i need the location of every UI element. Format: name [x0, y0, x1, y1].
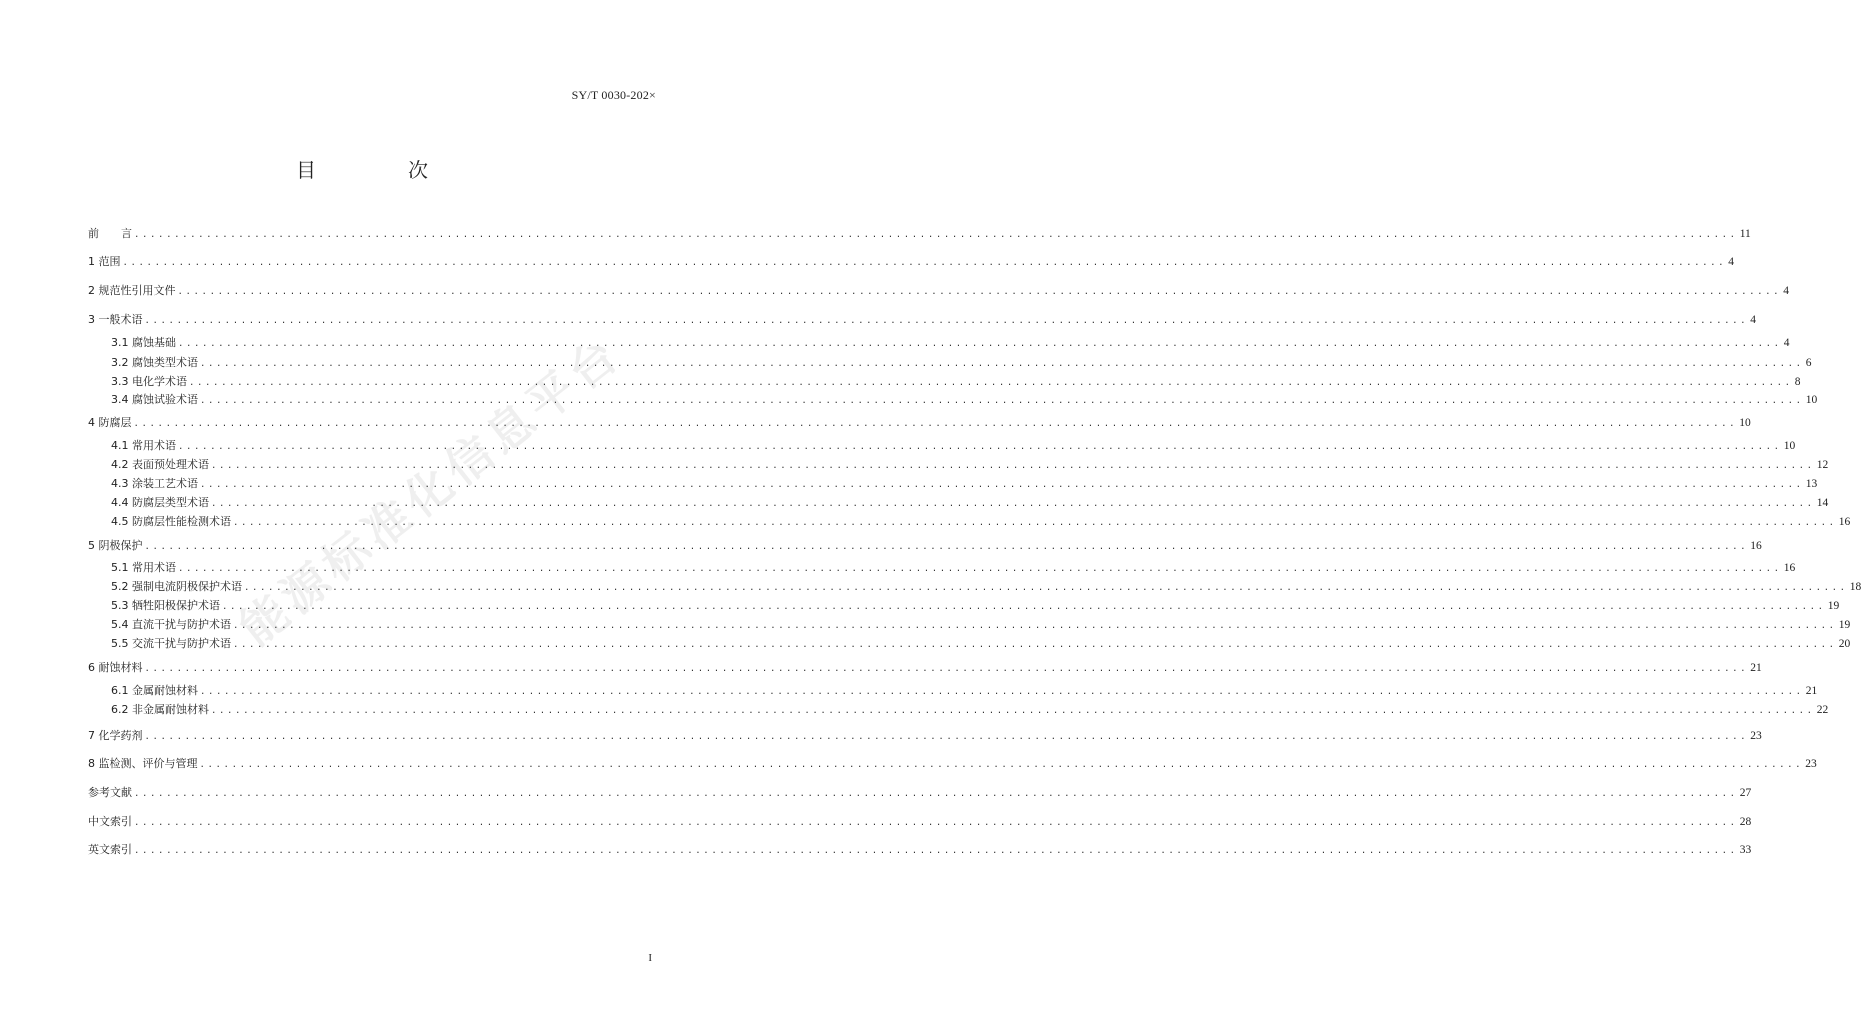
toc-entry-label: 4 防腐层	[88, 416, 132, 429]
toc-entry-page: 23	[1750, 730, 1762, 742]
toc-entry[interactable]	[111, 598, 1840, 614]
toc-entry[interactable]	[88, 728, 1762, 744]
toc-entry[interactable]	[111, 438, 1796, 454]
toc-entry-label: 3.4 腐蚀试验术语	[111, 393, 198, 406]
dot-leader: ........................................................................................................................................................................................................	[189, 378, 1793, 388]
dot-leader: ........................................................................................................................................................................................................	[177, 287, 1782, 297]
toc-entry-page: 28	[1739, 816, 1752, 828]
toc-entry-page: 16	[1838, 516, 1851, 528]
toc-entry-page: 20	[1838, 638, 1851, 650]
toc-entry[interactable]	[111, 392, 1818, 408]
toc-entry[interactable]	[111, 702, 1829, 718]
toc-entry-label: 6 耐蚀材料	[88, 661, 143, 674]
toc-entry-page: 19	[1838, 619, 1851, 631]
dot-leader: ........................................................................................................................................................................................................	[144, 542, 1749, 552]
toc-entry[interactable]	[111, 636, 1851, 652]
toc-entry-label: 4.5 防腐层性能检测术语	[111, 515, 231, 528]
dot-leader: ........................................................................................................................................................................................................	[233, 518, 1837, 528]
toc-entry-page: 19	[1827, 600, 1840, 612]
toc-entry[interactable]	[111, 683, 1818, 699]
toc-entry-label: 4.3 涂装工艺术语	[111, 477, 198, 490]
toc-entry-page: 14	[1816, 497, 1829, 509]
dot-leader: ........................................................................................................................................................................................................	[233, 621, 1837, 631]
toc-entry[interactable]	[111, 335, 1790, 351]
toc-entry-label: 中文索引	[88, 815, 132, 828]
toc-entry-page: 13	[1805, 478, 1818, 490]
toc-entry-label: 7 化学药剂	[88, 729, 143, 742]
watermark: 能源标准化信息平台	[229, 325, 632, 656]
dot-leader: ........................................................................................................................................................................................................	[144, 732, 1749, 742]
toc-entry-page: 4	[1783, 285, 1789, 297]
page-title: 目 次	[296, 158, 464, 182]
toc-entry-label: 5.5 交流干扰与防护术语	[111, 637, 231, 650]
toc-entry-label: 4.1 常用术语	[111, 439, 176, 452]
toc-entry[interactable]	[88, 785, 1752, 801]
toc-entry-page: 4	[1783, 337, 1790, 349]
dot-leader: ........................................................................................................................................................................................................	[211, 461, 1815, 471]
document-code: SY/T 0030-202×	[571, 88, 656, 102]
dot-leader: ........................................................................................................................................................................................................	[200, 687, 1804, 697]
toc-entry-page: 18	[1849, 581, 1861, 593]
toc-entry-label: 5.1 常用术语	[111, 561, 176, 574]
toc-entry[interactable]	[111, 355, 1812, 371]
dot-leader: ........................................................................................................................................................................................................	[178, 442, 1782, 452]
toc-entry[interactable]	[88, 283, 1789, 299]
toc-entry-label: 3.1 腐蚀基础	[111, 336, 176, 349]
toc-entry-page: 12	[1816, 459, 1829, 471]
dot-leader: ........................................................................................................................................................................................................	[199, 760, 1804, 770]
dot-leader: ........................................................................................................................................................................................................	[211, 706, 1815, 716]
toc-entry[interactable]	[88, 415, 1751, 431]
dot-leader: ........................................................................................................................................................................................................	[133, 419, 1738, 429]
toc-entry-page: 4	[1728, 256, 1734, 268]
toc-entry-page: 6	[1805, 357, 1812, 369]
dot-leader: ........................................................................................................................................................................................................	[134, 846, 1738, 856]
toc-entry[interactable]	[88, 756, 1817, 772]
toc-entry[interactable]	[88, 226, 1751, 242]
dot-leader: ........................................................................................................................................................................................................	[211, 499, 1815, 509]
dot-leader: ........................................................................................................................................................................................................	[144, 664, 1749, 674]
toc-entry-label: 3.2 腐蚀类型术语	[111, 356, 198, 369]
toc-entry[interactable]	[111, 560, 1796, 576]
toc-entry[interactable]	[88, 254, 1734, 270]
toc-entry-label: 6.1 金属耐蚀材料	[111, 684, 198, 697]
toc-entry[interactable]	[111, 495, 1829, 511]
dot-leader: ........................................................................................................................................................................................................	[200, 396, 1804, 406]
toc-entry-page: 23	[1805, 758, 1817, 770]
dot-leader: ........................................................................................................................................................................................................	[178, 564, 1782, 574]
toc-entry[interactable]	[88, 660, 1762, 676]
toc-entry[interactable]	[88, 312, 1756, 328]
dot-leader: ........................................................................................................................................................................................................	[244, 583, 1848, 593]
toc-entry-label: 2 规范性引用文件	[88, 284, 176, 297]
toc-entry-page: 10	[1805, 394, 1818, 406]
toc-entry-page: 8	[1794, 376, 1801, 388]
toc-entry-label: 5 阴极保护	[88, 539, 143, 552]
dot-leader: ........................................................................................................................................................................................................	[233, 640, 1837, 650]
toc-entry-page: 11	[1739, 228, 1751, 240]
dot-leader: ........................................................................................................................................................................................................	[134, 789, 1738, 799]
toc-entry-label: 3 一般术语	[88, 313, 143, 326]
toc-entry-label: 英文索引	[88, 843, 132, 856]
toc-entry-page: 16	[1783, 562, 1796, 574]
dot-leader: ........................................................................................................................................................................................................	[144, 316, 1749, 326]
toc-entry-label: 6.2 非金属耐蚀材料	[111, 703, 209, 716]
toc-entry-page: 22	[1816, 704, 1829, 716]
dot-leader: ........................................................................................................................................................................................................	[178, 339, 1782, 349]
dot-leader: ........................................................................................................................................................................................................	[122, 258, 1727, 268]
toc-entry[interactable]	[88, 538, 1762, 554]
dot-leader: ........................................................................................................................................................................................................	[134, 230, 1738, 240]
toc-entry[interactable]	[111, 617, 1851, 633]
toc-entry-label: 5.4 直流干扰与防护术语	[111, 618, 231, 631]
toc-entry[interactable]	[111, 514, 1851, 530]
toc-entry-page: 21	[1750, 662, 1762, 674]
toc-entry-label: 4.2 表面预处理术语	[111, 458, 209, 471]
toc-entry-page: 33	[1739, 844, 1752, 856]
toc-entry-label: 参考文献	[88, 786, 132, 799]
toc-entry-label: 8 监检测、评价与管理	[88, 757, 198, 770]
toc-entry[interactable]	[111, 457, 1829, 473]
toc-entry[interactable]	[88, 814, 1752, 830]
toc-entry-page: 21	[1805, 685, 1818, 697]
toc-entry-page: 16	[1750, 540, 1762, 552]
toc-entry[interactable]	[111, 374, 1801, 390]
toc-entry-page: 10	[1739, 417, 1751, 429]
dot-leader: ........................................................................................................................................................................................................	[134, 818, 1738, 828]
toc-entry[interactable]	[111, 579, 1861, 595]
toc-entry-page: 10	[1783, 440, 1796, 452]
page-number: I	[648, 952, 652, 964]
dot-leader: ........................................................................................................................................................................................................	[222, 602, 1826, 612]
toc-entry[interactable]	[111, 476, 1818, 492]
toc-entry-label: 前 言	[88, 227, 132, 240]
toc-entry-label: 1 范围	[88, 255, 121, 268]
toc-entry-label: 5.3 牺牲阳极保护术语	[111, 599, 220, 612]
toc-entry-label: 3.3 电化学术语	[111, 375, 187, 388]
dot-leader: ........................................................................................................................................................................................................	[200, 359, 1804, 369]
toc-entry-page: 4	[1750, 314, 1756, 326]
toc-entry-label: 5.2 强制电流阴极保护术语	[111, 580, 242, 593]
dot-leader: ........................................................................................................................................................................................................	[200, 480, 1804, 490]
toc-entry-page: 27	[1739, 787, 1752, 799]
toc-entry[interactable]	[88, 842, 1752, 858]
toc-entry-label: 4.4 防腐层类型术语	[111, 496, 209, 509]
